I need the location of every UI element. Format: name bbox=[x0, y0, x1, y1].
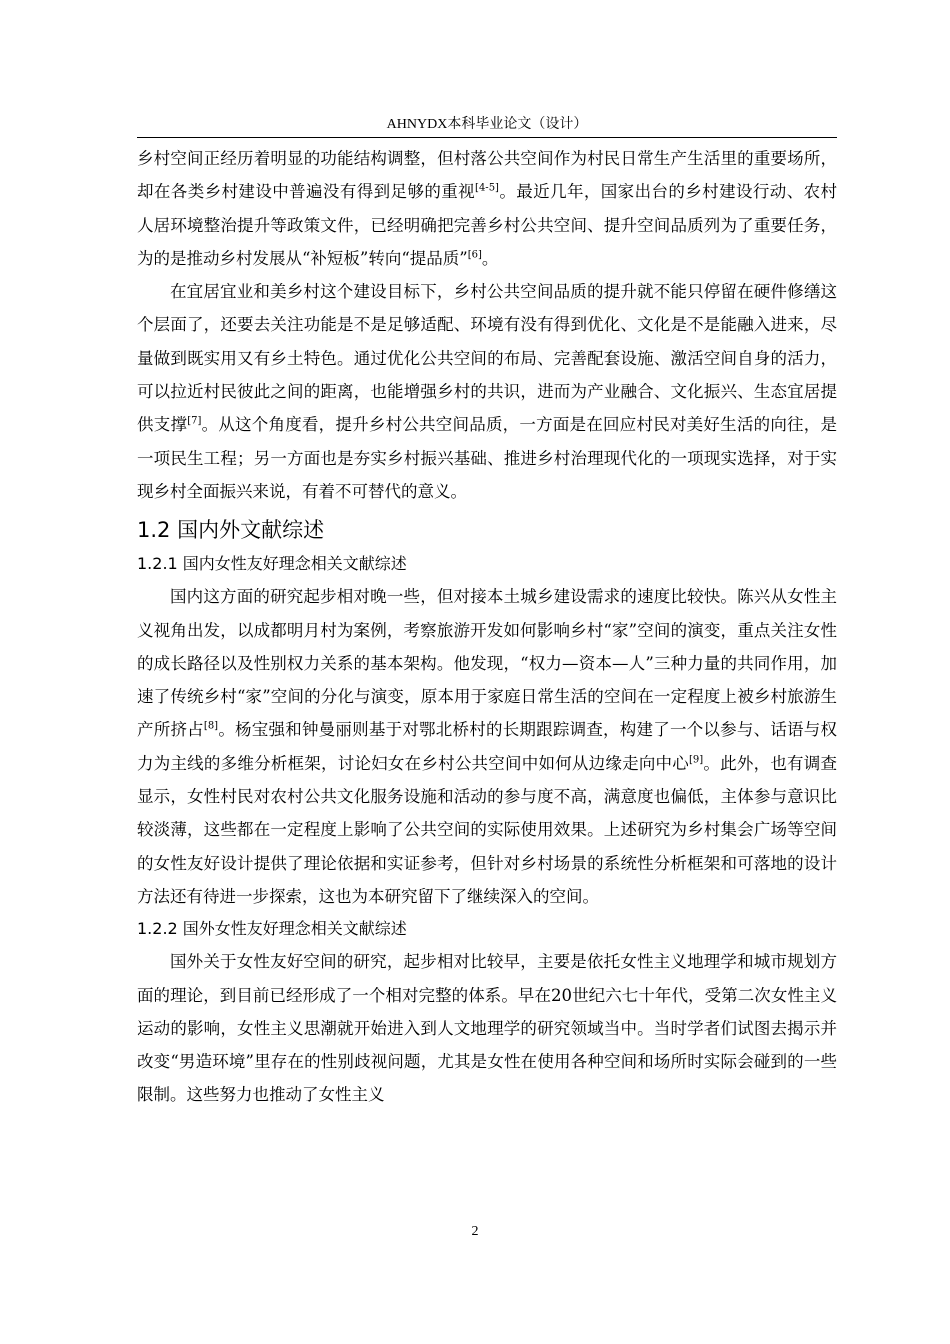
paragraph-text: 。此外，也有调查显示，女性村民对农村公共文化服务设施和活动的参与度不高，满意度也偏低，主体参与意识比较淡薄，这些都在一定程度上影响了公共空间的实际使用效果。上述研究为乡村集会广场等空间的女性友好设计提供了理论依据和实证参考，但针对乡村场景的系统性分析框架和可落地的设计方法还有待进一步探索，这也为本研究留下了继续深入的空间。 bbox=[137, 753, 838, 906]
citation-ref[interactable]: [6] bbox=[467, 249, 482, 261]
section-heading: 1.2 国内外文献综述 bbox=[137, 518, 325, 543]
paragraph-intro-continued bbox=[137, 142, 837, 275]
subsection-heading: 1.2.2 国外女性友好理念相关文献综述 bbox=[137, 919, 407, 939]
paragraph-livable-village bbox=[137, 275, 837, 508]
running-header: AHNYDX本科毕业论文（设计） bbox=[386, 117, 588, 132]
paragraph-text: 。从这个角度看，提升乡村公共空间品质，一方面是在回应村民对美好生活的向往，是一项民生工程；另一方面也是夯实乡村振兴基础、推进乡村治理现代化的一项现实选择，对于实现乡村全面振兴来说，有着不可替代的意义。 bbox=[137, 415, 838, 501]
citation-ref[interactable]: [9] bbox=[689, 754, 704, 766]
paragraph-text: 。 bbox=[481, 248, 499, 268]
paragraph-text: 国外关于女性友好空间的研究，起步相对比较早，主要是依托女性主义地理学和城市规划方面的理论，到目前已经形成了一个相对完整的体系。早在20世纪六七十年代，受第二次女性主义运动的影响，女性主义思潮就开始进入到人文地理学的研究领域当中。当时学者们试图去揭示并改变“男造环境”里存在的性别歧视问题，尤其是女性在使用各种空间和场所时实际会碰到的一些限制。这些努力也推动了女性主义 bbox=[137, 952, 837, 1105]
citation-ref[interactable]: [8] bbox=[203, 720, 219, 732]
paragraph-domestic-review bbox=[137, 580, 837, 913]
paragraph-foreign-review bbox=[137, 945, 837, 1111]
paragraph-text: 乡村空间正经历着明显的功能结构调整，但村落公共空间作为村民日常生产生活里的重要场所，却在各类乡村建设中普遍没有得到足够的重视 bbox=[137, 149, 837, 202]
paragraph-text: 在宜居宜业和美乡村这个建设目标下，乡村公共空间品质的提升就不能只停留在硬件修缮这个层面了，还要去关注功能是不是足够适配、环境有没有得到优化、文化是不是能融入进来，尽量做到既实用又有乡土特色。通过优化公共空间的布局、完善配套设施、激活空间自身的活力，可以拉近村民彼此之间的距离，也能增强乡村的共识，进而为产业融合、文化振兴、生态宜居提供支撑 bbox=[137, 282, 837, 435]
header-rule bbox=[137, 137, 837, 138]
citation-ref[interactable]: [4-5] bbox=[475, 182, 499, 194]
paragraph-text: 。最近几年，国家出台的乡村建设行动、农村人居环境整治提升等政策文件，已经明确把完善乡村公共空间、提升空间品质列为了重要任务，为的是推动乡村发展从“补短板”转向“提品质” bbox=[137, 182, 837, 268]
page-number: 2 bbox=[471, 1224, 479, 1239]
citation-ref[interactable]: [7] bbox=[187, 415, 202, 427]
paragraph-text: 国内这方面的研究起步相对晚一些，但对接本土城乡建设需求的速度比较快。陈兴从女性主义视角出发，以成都明月村为案例，考察旅游开发如何影响乡村“家”空间的演变，重点关注女性的成长路径以及性别权力关系的基本架构。他发现，“权力—资本—人”三种力量的共同作用，加速了传统乡村“家”空间的分化与演变，原本用于家庭日常生活的空间在一定程度上被乡村旅游生产所挤占 bbox=[137, 587, 837, 740]
paragraph-text: 。杨宝强和钟曼丽则基于对鄂北桥村的长期跟踪调查，构建了一个以参与、话语与权力为主线的多维分析框架，讨论妇女在乡村公共空间中如何从边缘走向中心 bbox=[137, 720, 838, 773]
subsection-heading: 1.2.1 国内女性友好理念相关文献综述 bbox=[137, 554, 407, 574]
page-body bbox=[137, 142, 837, 1112]
